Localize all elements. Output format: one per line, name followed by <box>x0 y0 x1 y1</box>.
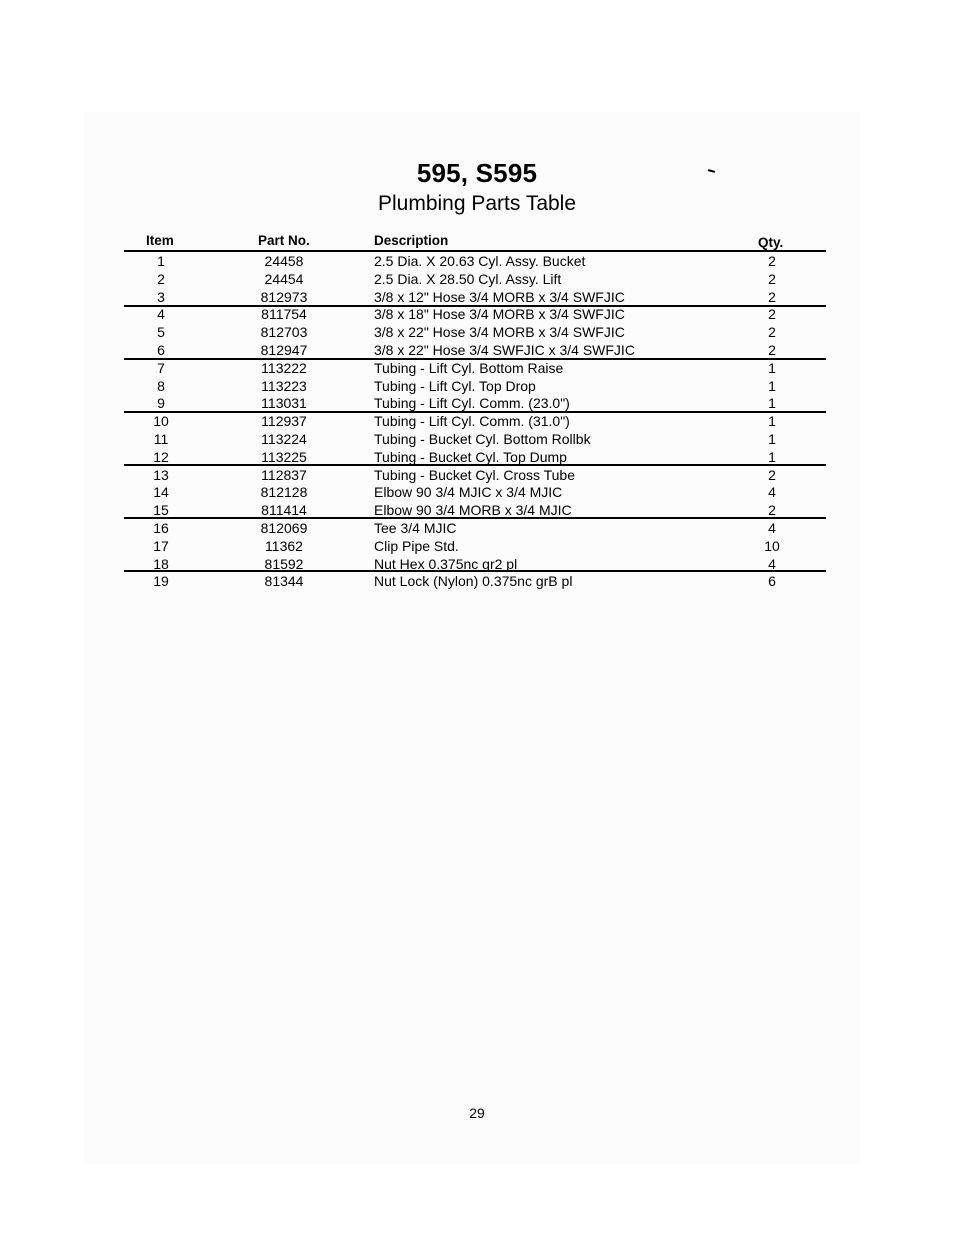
row-item-number: 10 <box>153 413 169 430</box>
row-description: Tubing - Lift Cyl. Bottom Raise <box>374 359 564 376</box>
row-part-number: 81344 <box>264 573 304 590</box>
column-header-qty: Qty. <box>758 235 784 250</box>
table-row <box>0 360 954 377</box>
table-rule <box>124 250 826 252</box>
column-header-item: Item <box>146 233 174 248</box>
table-row <box>0 556 954 573</box>
row-quantity: 10 <box>764 537 780 554</box>
table-row <box>0 431 954 448</box>
row-description: Tubing - Bucket Cyl. Top Dump <box>374 448 567 465</box>
row-description: Elbow 90 3/4 MJIC x 3/4 MJIC <box>374 484 563 501</box>
row-item-number: 12 <box>153 448 169 465</box>
row-part-number: 811414 <box>261 502 307 519</box>
row-quantity: 2 <box>768 288 776 305</box>
row-item-number: 3 <box>157 288 165 305</box>
row-part-number: 24458 <box>264 253 304 269</box>
row-quantity: 1 <box>768 448 776 465</box>
table-row <box>0 342 954 359</box>
table-row <box>0 395 954 412</box>
table-row <box>0 289 954 306</box>
row-quantity: 1 <box>768 377 776 394</box>
row-description: Elbow 90 3/4 MORB x 3/4 MJIC <box>374 502 572 519</box>
row-quantity: 4 <box>768 555 776 572</box>
row-description: 2.5 Dia. X 28.50 Cyl. Assy. Lift <box>374 270 562 287</box>
column-header-part-no: Part No. <box>258 233 310 248</box>
row-quantity: 4 <box>768 484 776 501</box>
table-row <box>0 449 954 466</box>
row-description: Nut Lock (Nylon) 0.375nc grB pl <box>374 573 573 590</box>
row-item-number: 15 <box>153 502 169 519</box>
row-quantity: 6 <box>768 573 776 590</box>
row-quantity: 2 <box>768 342 776 358</box>
row-part-number: 113031 <box>261 395 307 412</box>
row-quantity: 4 <box>768 520 776 536</box>
row-quantity: 1 <box>768 359 776 376</box>
row-item-number: 18 <box>153 555 169 572</box>
table-row <box>0 520 954 537</box>
row-part-number: 24454 <box>264 270 304 287</box>
row-item-number: 11 <box>153 431 169 447</box>
page-subtitle: Plumbing Parts Table <box>377 192 577 215</box>
row-description: Tee 3/4 MJIC <box>374 520 457 536</box>
row-description: Clip Pipe Std. <box>374 537 459 554</box>
row-item-number: 9 <box>157 395 165 412</box>
row-description: 3/8 x 22" Hose 3/4 MORB x 3/4 SWFJIC <box>374 324 625 341</box>
row-part-number: 112837 <box>261 466 307 483</box>
row-description: 3/8 x 12" Hose 3/4 MORB x 3/4 SWFJIC <box>374 288 625 305</box>
table-row <box>0 324 954 341</box>
row-description: Nut Hex 0.375nc gr2 pl <box>374 555 518 572</box>
row-item-number: 16 <box>153 520 169 536</box>
row-part-number: 811754 <box>261 306 307 323</box>
row-description: Tubing - Lift Cyl. Top Drop <box>374 377 536 394</box>
row-description: Tubing - Bucket Cyl. Cross Tube <box>374 466 576 483</box>
page-title: 595, S595 <box>416 158 538 188</box>
table-row <box>0 378 954 395</box>
row-item-number: 5 <box>157 324 165 341</box>
table-row <box>0 573 954 590</box>
row-quantity: 2 <box>768 324 776 341</box>
row-part-number: 113225 <box>261 448 307 465</box>
row-quantity: 2 <box>768 502 776 519</box>
row-item-number: 1 <box>157 253 165 269</box>
row-part-number: 113224 <box>261 431 307 447</box>
row-part-number: 812128 <box>260 484 308 501</box>
row-part-number: 11362 <box>265 537 303 554</box>
row-part-number: 112937 <box>261 413 307 430</box>
row-description: Tubing - Bucket Cyl. Bottom Rollbk <box>374 431 591 447</box>
row-quantity: 2 <box>768 306 776 323</box>
row-description: 2.5 Dia. X 20.63 Cyl. Assy. Bucket <box>374 253 586 269</box>
table-row <box>0 413 954 430</box>
row-part-number: 812703 <box>260 324 308 341</box>
table-row <box>0 502 954 519</box>
column-header-description: Description <box>374 233 449 248</box>
row-part-number: 113222 <box>261 359 307 376</box>
row-quantity: 2 <box>768 466 776 483</box>
row-item-number: 17 <box>153 537 169 554</box>
table-row <box>0 306 954 323</box>
row-description: 3/8 x 18" Hose 3/4 MORB x 3/4 SWFJIC <box>374 306 625 323</box>
row-part-number: 812069 <box>260 520 308 536</box>
table-row <box>0 484 954 501</box>
row-part-number: 812973 <box>260 288 308 305</box>
row-description: 3/8 x 22" Hose 3/4 SWFJIC x 3/4 SWFJIC <box>374 342 635 358</box>
row-part-number: 812947 <box>260 342 308 358</box>
row-quantity: 1 <box>768 413 776 430</box>
row-quantity: 1 <box>768 395 776 412</box>
table-row <box>0 271 954 288</box>
row-quantity: 1 <box>768 431 776 447</box>
row-item-number: 7 <box>157 359 165 376</box>
row-item-number: 19 <box>153 573 169 590</box>
row-quantity: 2 <box>768 253 776 269</box>
page-number: 29 <box>469 1105 485 1121</box>
row-part-number: 81592 <box>264 555 304 572</box>
row-item-number: 13 <box>153 466 169 483</box>
row-item-number: 6 <box>157 342 165 358</box>
row-item-number: 14 <box>153 484 169 501</box>
row-quantity: 2 <box>768 270 776 287</box>
row-item-number: 2 <box>157 270 165 287</box>
table-row <box>0 253 954 270</box>
table-row <box>0 467 954 484</box>
table-row <box>0 538 954 555</box>
row-part-number: 113223 <box>261 377 307 394</box>
row-item-number: 4 <box>157 306 165 323</box>
row-item-number: 8 <box>157 377 165 394</box>
row-description: Tubing - Lift Cyl. Comm. (23.0") <box>374 395 570 412</box>
row-description: Tubing - Lift Cyl. Comm. (31.0") <box>374 413 570 430</box>
